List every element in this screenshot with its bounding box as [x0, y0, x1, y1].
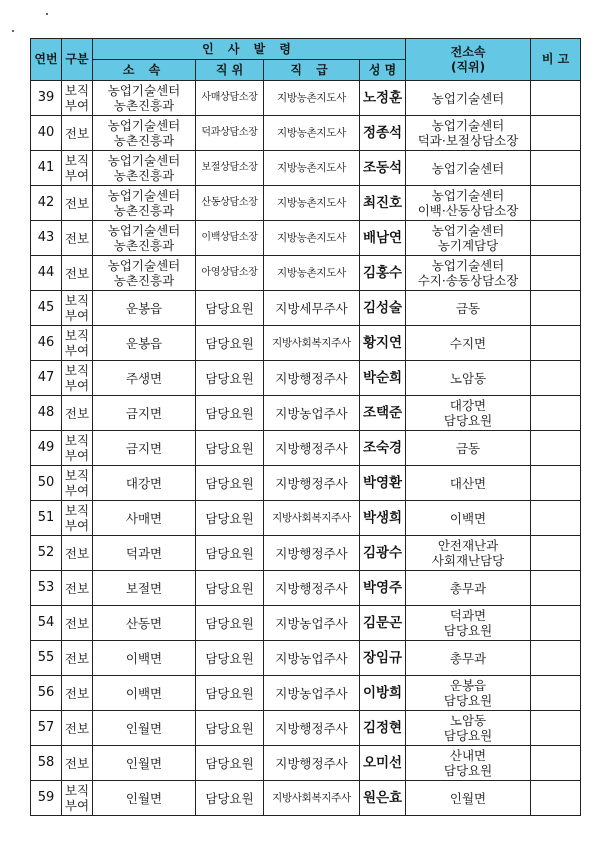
row-grade: 지방농촌지도사: [264, 151, 360, 186]
row-kind: 전보: [62, 711, 93, 746]
header-position: 직 위: [196, 60, 264, 81]
row-department: 보절면: [93, 571, 196, 606]
row-previous-department: 운봉읍 담당요원: [406, 676, 531, 711]
row-number: 55: [31, 641, 62, 676]
table-row: [31, 641, 581, 676]
row-note: [531, 256, 581, 291]
row-name: 김문곤: [360, 606, 406, 641]
row-name: 조동석: [360, 151, 406, 186]
row-kind: 보직 부여: [62, 466, 93, 501]
header-prev-dept-line1: 전소속: [450, 45, 486, 60]
row-position: 담당요원: [196, 501, 264, 536]
row-previous-department: 대강면 담당요원: [406, 396, 531, 431]
row-grade: 지방농업주사: [264, 676, 360, 711]
row-grade: 지방농촌지도사: [264, 256, 360, 291]
row-number: 46: [31, 326, 62, 361]
row-name: 조숙경: [360, 431, 406, 466]
header-dept: 소 속: [93, 60, 196, 81]
row-department: 농업기술센터 농촌진흥과: [93, 221, 196, 256]
row-note: [531, 326, 581, 361]
row-number: 44: [31, 256, 62, 291]
row-name: 박순희: [360, 361, 406, 396]
row-position: 사매상담소장: [196, 81, 264, 116]
table-row: [31, 571, 581, 606]
row-department: 사매면: [93, 501, 196, 536]
header-note: 비 고: [531, 39, 581, 81]
table-row: [31, 396, 581, 431]
row-number: 42: [31, 186, 62, 221]
row-department: 농업기술센터 농촌진흥과: [93, 116, 196, 151]
row-kind: 보직 부여: [62, 781, 93, 816]
row-note: [531, 536, 581, 571]
table-row: [31, 501, 581, 536]
row-grade: 지방농촌지도사: [264, 116, 360, 151]
header-kind: 구분: [62, 39, 93, 81]
row-note: [531, 676, 581, 711]
row-department: 인월면: [93, 746, 196, 781]
row-department: 산동면: [93, 606, 196, 641]
row-name: 오미선: [360, 746, 406, 781]
row-kind: 전보: [62, 676, 93, 711]
table-row: [31, 81, 581, 116]
row-position: 담당요원: [196, 536, 264, 571]
row-previous-department: 대산면: [406, 466, 531, 501]
row-number: 48: [31, 396, 62, 431]
row-kind: 보직 부여: [62, 81, 93, 116]
row-previous-department: 노암동: [406, 361, 531, 396]
table-row: [31, 711, 581, 746]
row-previous-department: 안전재난과 사회재난담당: [406, 536, 531, 571]
row-department: 인월면: [93, 781, 196, 816]
row-position: 담당요원: [196, 466, 264, 501]
row-number: 56: [31, 676, 62, 711]
row-number: 41: [31, 151, 62, 186]
row-kind: 전보: [62, 536, 93, 571]
header-no: 연번: [31, 39, 62, 81]
row-department: 운봉읍: [93, 326, 196, 361]
personnel-order-table: [30, 38, 581, 816]
row-grade: 지방농촌지도사: [264, 221, 360, 256]
row-kind: 전보: [62, 641, 93, 676]
table-row: [31, 361, 581, 396]
table-row: [31, 256, 581, 291]
row-number: 51: [31, 501, 62, 536]
row-position: 담당요원: [196, 431, 264, 466]
row-grade: 지방행정주사: [264, 571, 360, 606]
row-position: 담당요원: [196, 781, 264, 816]
row-note: [531, 746, 581, 781]
row-position: 담당요원: [196, 291, 264, 326]
row-number: 49: [31, 431, 62, 466]
scan-speck: [46, 13, 48, 15]
table-row: [31, 291, 581, 326]
row-name: 이방희: [360, 676, 406, 711]
header-name: 성 명: [360, 60, 406, 81]
row-previous-department: 인월면: [406, 781, 531, 816]
table-row: [31, 186, 581, 221]
row-name: 김홍수: [360, 256, 406, 291]
row-name: 배남연: [360, 221, 406, 256]
header-grade: 직 급: [264, 60, 360, 81]
row-number: 52: [31, 536, 62, 571]
row-grade: 지방사회복지주사: [264, 781, 360, 816]
table-row: [31, 116, 581, 151]
row-position: 담당요원: [196, 641, 264, 676]
row-grade: 지방행정주사: [264, 361, 360, 396]
row-number: 40: [31, 116, 62, 151]
row-kind: 보직 부여: [62, 291, 93, 326]
row-department: 대강면: [93, 466, 196, 501]
row-position: 담당요원: [196, 326, 264, 361]
row-previous-department: 이백면: [406, 501, 531, 536]
row-previous-department: 농업기술센터 이백·산동상담소장: [406, 186, 531, 221]
row-number: 43: [31, 221, 62, 256]
row-department: 인월면: [93, 711, 196, 746]
row-kind: 전보: [62, 221, 93, 256]
table-row: [31, 466, 581, 501]
row-name: 원은효: [360, 781, 406, 816]
row-number: 47: [31, 361, 62, 396]
row-previous-department: 노암동 담당요원: [406, 711, 531, 746]
row-previous-department: 농업기술센터: [406, 151, 531, 186]
table-row: [31, 606, 581, 641]
row-name: 김성술: [360, 291, 406, 326]
row-previous-department: 산내면 담당요원: [406, 746, 531, 781]
row-kind: 전보: [62, 256, 93, 291]
row-previous-department: 금동: [406, 431, 531, 466]
row-grade: 지방세무주사: [264, 291, 360, 326]
row-department: 농업기술센터 농촌진흥과: [93, 81, 196, 116]
row-note: [531, 186, 581, 221]
row-name: 최진호: [360, 186, 406, 221]
row-department: 이백면: [93, 676, 196, 711]
row-number: 54: [31, 606, 62, 641]
row-previous-department: 총무과: [406, 571, 531, 606]
row-name: 박생희: [360, 501, 406, 536]
header-group: 인 사 발 령: [93, 39, 406, 60]
row-grade: 지방행정주사: [264, 746, 360, 781]
row-department: 농업기술센터 농촌진흥과: [93, 186, 196, 221]
row-position: 담당요원: [196, 571, 264, 606]
row-note: [531, 361, 581, 396]
row-department: 주생면: [93, 361, 196, 396]
table-row: [31, 746, 581, 781]
row-previous-department: 농업기술센터 덕과·보절상담소장: [406, 116, 531, 151]
row-grade: 지방행정주사: [264, 711, 360, 746]
row-kind: 전보: [62, 116, 93, 151]
row-name: 장임규: [360, 641, 406, 676]
row-previous-department: 덕과면 담당요원: [406, 606, 531, 641]
row-note: [531, 501, 581, 536]
row-position: 담당요원: [196, 711, 264, 746]
row-grade: 지방행정주사: [264, 536, 360, 571]
row-kind: 전보: [62, 571, 93, 606]
table-row: [31, 536, 581, 571]
header-prev-dept: [406, 39, 531, 81]
row-note: [531, 466, 581, 501]
row-note: [531, 641, 581, 676]
row-number: 57: [31, 711, 62, 746]
row-grade: 지방농업주사: [264, 396, 360, 431]
row-grade: 지방사회복지주사: [264, 501, 360, 536]
row-position: 산동상담소장: [196, 186, 264, 221]
row-department: 농업기술센터 농촌진흥과: [93, 151, 196, 186]
row-kind: 보직 부여: [62, 151, 93, 186]
table-row: [31, 221, 581, 256]
row-note: [531, 571, 581, 606]
row-position: 담당요원: [196, 361, 264, 396]
row-note: [531, 221, 581, 256]
row-name: 박영환: [360, 466, 406, 501]
row-number: 39: [31, 81, 62, 116]
row-grade: 지방농업주사: [264, 606, 360, 641]
row-note: [531, 116, 581, 151]
row-department: 덕과면: [93, 536, 196, 571]
row-note: [531, 151, 581, 186]
table-row: [31, 431, 581, 466]
row-grade: 지방농촌지도사: [264, 186, 360, 221]
row-note: [531, 711, 581, 746]
row-department: 운봉읍: [93, 291, 196, 326]
scan-speck: [12, 30, 14, 32]
row-grade: 지방행정주사: [264, 466, 360, 501]
row-previous-department: 농업기술센터: [406, 81, 531, 116]
row-note: [531, 606, 581, 641]
row-previous-department: 농업기술센터 수지·송동상담소장: [406, 256, 531, 291]
row-note: [531, 396, 581, 431]
row-number: 58: [31, 746, 62, 781]
row-kind: 전보: [62, 396, 93, 431]
row-position: 담당요원: [196, 676, 264, 711]
row-previous-department: 총무과: [406, 641, 531, 676]
row-position: 담당요원: [196, 396, 264, 431]
row-kind: 보직 부여: [62, 431, 93, 466]
row-kind: 전보: [62, 606, 93, 641]
row-kind: 전보: [62, 746, 93, 781]
row-name: 김정현: [360, 711, 406, 746]
row-department: 금지면: [93, 396, 196, 431]
row-position: 담당요원: [196, 606, 264, 641]
row-note: [531, 81, 581, 116]
table-row: [31, 326, 581, 361]
row-name: 김광수: [360, 536, 406, 571]
row-kind: 보직 부여: [62, 361, 93, 396]
row-note: [531, 431, 581, 466]
row-position: 보절상담소장: [196, 151, 264, 186]
table-row: [31, 676, 581, 711]
row-number: 59: [31, 781, 62, 816]
row-position: 아영상담소장: [196, 256, 264, 291]
row-note: [531, 781, 581, 816]
row-name: 노정훈: [360, 81, 406, 116]
row-position: 담당요원: [196, 746, 264, 781]
row-grade: 지방농촌지도사: [264, 81, 360, 116]
row-kind: 전보: [62, 186, 93, 221]
row-note: [531, 291, 581, 326]
row-department: 금지면: [93, 431, 196, 466]
table-row: [31, 151, 581, 186]
table-body: [31, 81, 581, 816]
row-name: 조택준: [360, 396, 406, 431]
row-name: 황지연: [360, 326, 406, 361]
row-position: 덕과상담소장: [196, 116, 264, 151]
row-number: 53: [31, 571, 62, 606]
row-kind: 보직 부여: [62, 326, 93, 361]
row-name: 정종석: [360, 116, 406, 151]
row-grade: 지방사회복지주사: [264, 326, 360, 361]
row-grade: 지방행정주사: [264, 431, 360, 466]
row-kind: 보직 부여: [62, 501, 93, 536]
row-number: 45: [31, 291, 62, 326]
row-position: 이백상담소장: [196, 221, 264, 256]
row-previous-department: 수지면: [406, 326, 531, 361]
row-number: 50: [31, 466, 62, 501]
header-prev-dept-line2: (직위): [450, 59, 486, 74]
row-previous-department: 농업기술센터 농기계담당: [406, 221, 531, 256]
row-previous-department: 금동: [406, 291, 531, 326]
table-row: [31, 781, 581, 816]
row-department: 이백면: [93, 641, 196, 676]
row-name: 박영주: [360, 571, 406, 606]
row-department: 농업기술센터 농촌진흥과: [93, 256, 196, 291]
row-grade: 지방농업주사: [264, 641, 360, 676]
